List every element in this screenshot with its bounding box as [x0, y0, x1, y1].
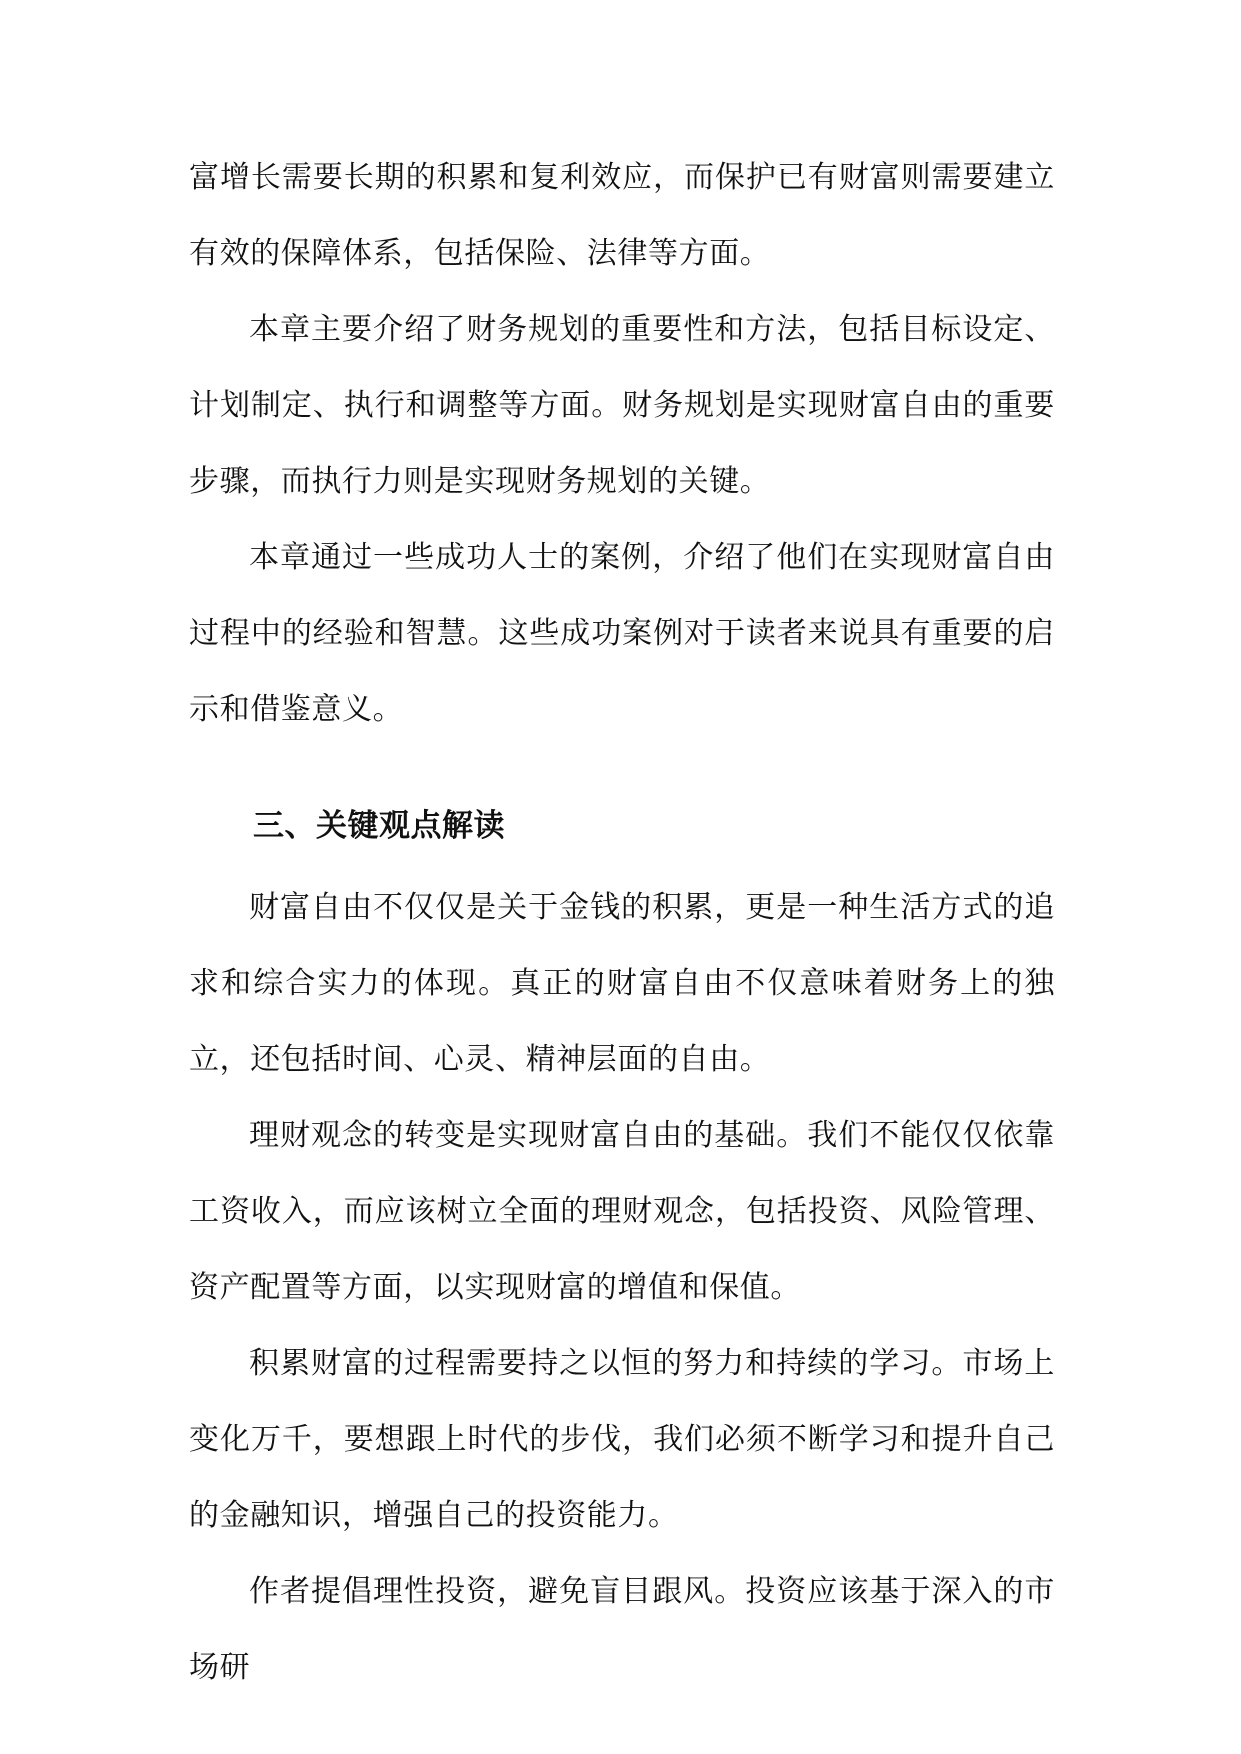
paragraph-financial-planning: 本章主要介绍了财务规划的重要性和方法，包括目标设定、计划制定、执行和调整等方面。财务规划是实现财富自由的重要步骤，而执行力则是实现财务规划的关键。 — [189, 312, 1055, 499]
paragraph-continuation: 富增长需要长期的积累和复利效应，而保护已有财富则需要建立有效的保障体系，包括保险、法律等方面。 — [189, 160, 1055, 271]
section-heading: 三、关键观点解读 — [253, 808, 505, 844]
document-body — [189, 140, 1055, 1706]
paragraph-continuous-learning: 积累财富的过程需要持之以恒的努力和持续的学习。市场上变化万千，要想跟上时代的步伐，我们必须不断学习和提升自己的金融知识，增强自己的投资能力。 — [189, 1346, 1055, 1533]
paragraph-rational-investing: 作者提倡理性投资，避免盲目跟风。投资应该基于深入的市场研 — [189, 1574, 1055, 1685]
paragraph-financial-mindset: 理财观念的转变是实现财富自由的基础。我们不能仅仅依靠工资收入，而应该树立全面的理财观念，包括投资、风险管理、资产配置等方面，以实现财富的增值和保值。 — [189, 1118, 1055, 1305]
paragraph-wealth-freedom: 财富自由不仅仅是关于金钱的积累，更是一种生活方式的追求和综合实力的体现。真正的财富自由不仅意味着财务上的独立，还包括时间、心灵、精神层面的自由。 — [189, 890, 1055, 1077]
paragraph-success-cases: 本章通过一些成功人士的案例，介绍了他们在实现财富自由过程中的经验和智慧。这些成功案例对于读者来说具有重要的启示和借鉴意义。 — [189, 540, 1055, 727]
